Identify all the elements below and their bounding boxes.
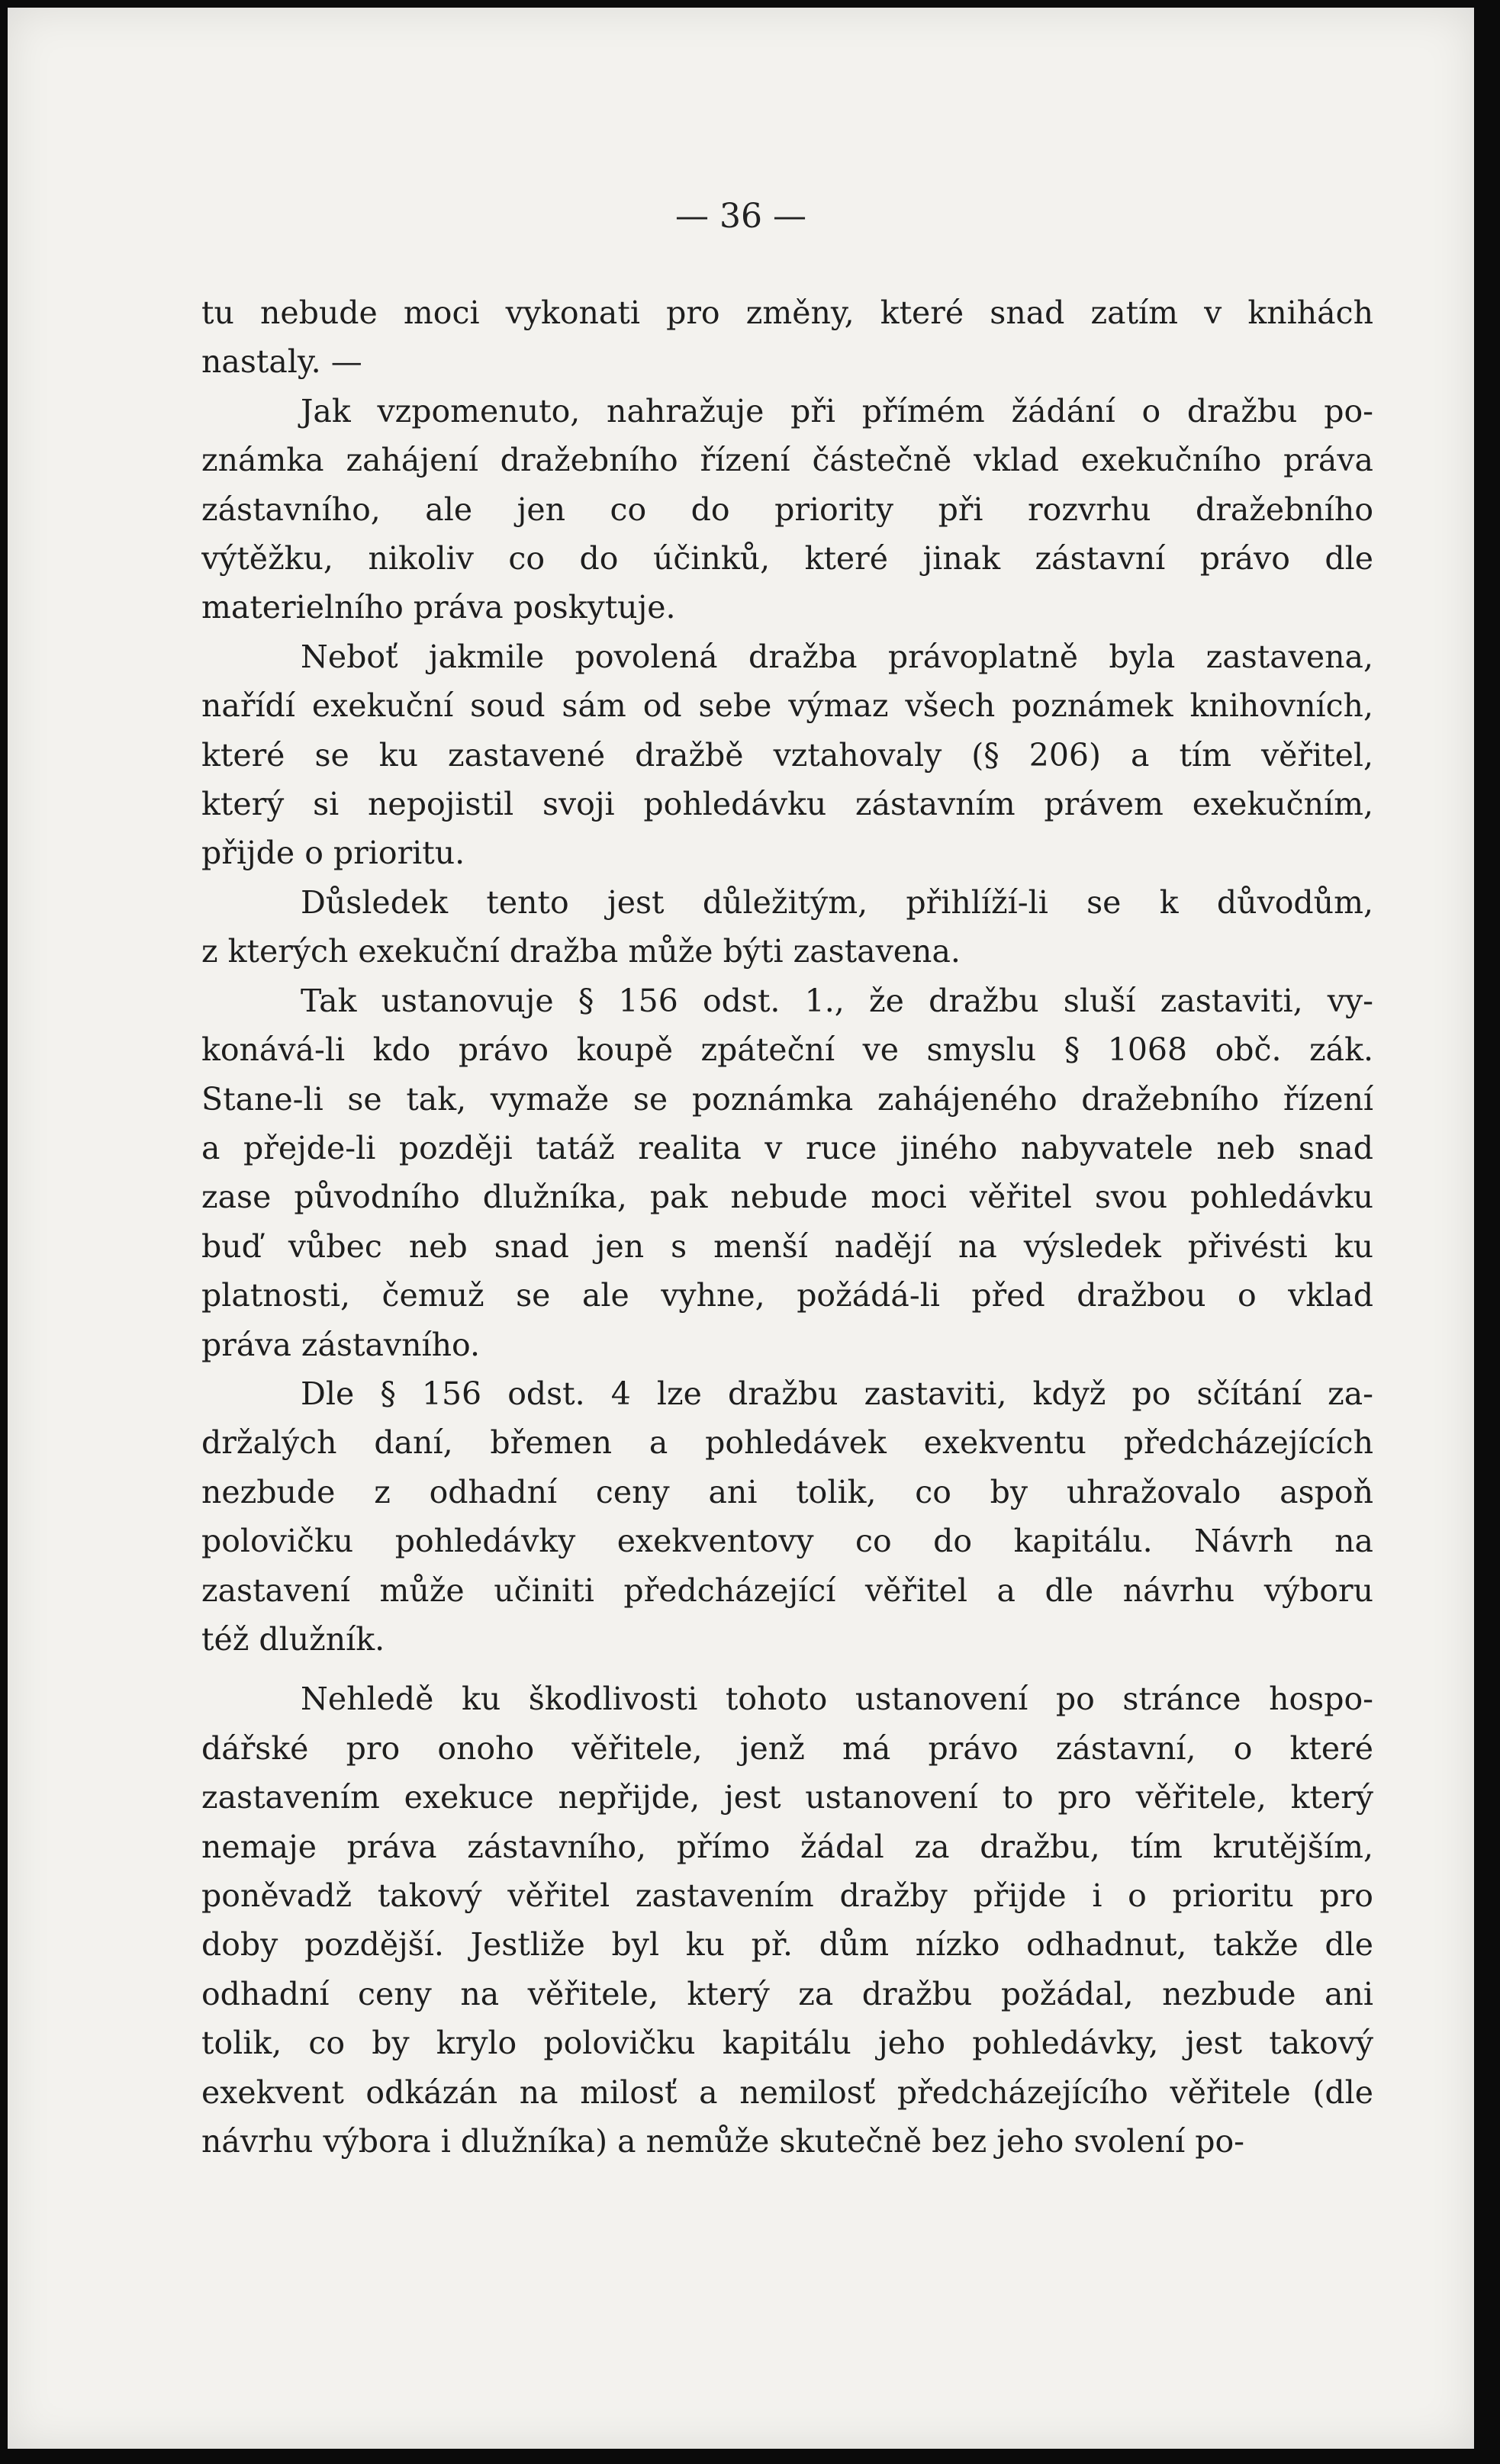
- text-line: z kterých exekuční dražba může býti zastavena.: [201, 933, 961, 970]
- text-line: Jak vzpomenuto, nahražuje při přímém žádání o dražbu po-: [301, 392, 1373, 429]
- text-line: Stane-li se tak, vymaže se poznámka zahájeného dražebního řízení: [201, 1080, 1373, 1118]
- text-line: konává-li kdo právo koupě zpáteční ve smyslu § 1068 obč. zák.: [201, 1031, 1373, 1069]
- text-line: platnosti, čemuž se ale vyhne, požádá-li před dražbou o vklad: [201, 1277, 1373, 1314]
- text-line: zastavení může učiniti předcházející věřitel a dle návrhu výboru: [201, 1571, 1373, 1609]
- text-line: které se ku zastavené dražbě vztahovaly (§ 206) a tím věřitel,: [201, 736, 1373, 774]
- text-line: Nehledě ku škodlivosti tohoto ustanovení po stránce hospo-: [301, 1681, 1373, 1718]
- text-line: zástavního, ale jen co do priority při rozvrhu dražebního: [201, 491, 1373, 528]
- text-line: buď vůbec neb snad jen s menší nadějí na výsledek přivésti ku: [201, 1227, 1373, 1265]
- text-line: Dle § 156 odst. 4 lze dražbu zastaviti, když po sčítání za-: [301, 1375, 1373, 1412]
- paragraph: [201, 387, 1373, 632]
- text-line: odhadní ceny na věřitele, který za dražbu požádal, nezbude ani: [201, 1975, 1373, 2012]
- paragraph-gap: [201, 1664, 1373, 1674]
- paragraph: [201, 632, 1373, 878]
- text-line: Tak ustanovuje § 156 odst. 1., že dražbu sluší zastaviti, vy-: [301, 982, 1373, 1019]
- page-number: — 36 —: [675, 197, 806, 236]
- text-line: přijde o prioritu.: [201, 835, 465, 872]
- text-line: známka zahájení dražebního řízení částečně vklad exekučního práva: [201, 442, 1373, 479]
- text-line: nastaly. —: [201, 343, 362, 381]
- text-line: zase původního dlužníka, pak nebude moci věřitel svou pohledávku: [201, 1179, 1373, 1216]
- text-line: držalých daní, břemen a pohledávek exekventu předcházejících: [201, 1424, 1373, 1462]
- paragraph: [201, 1674, 1373, 2166]
- text-line: výtěžku, nikoliv co do účinků, které jinak zástavní právo dle: [201, 540, 1373, 577]
- text-line: Neboť jakmile povolená dražba právoplatně byla zastavena,: [301, 638, 1373, 675]
- body-text: [201, 288, 1373, 2166]
- text-line: který si nepojistil svoji pohledávku zástavním právem exekučním,: [201, 786, 1373, 823]
- text-line: Důsledek tento jest důležitým, přihlíží-li se k důvodům,: [301, 883, 1373, 921]
- text-line: zastavením exekuce nepřijde, jest ustanovení to pro věřitele, který: [201, 1779, 1373, 1816]
- text-line: materielního práva poskytuje.: [201, 589, 676, 626]
- text-line: nařídí exekuční soud sám od sebe výmaz všech poznámek knihovních,: [201, 687, 1373, 725]
- paragraph: [201, 288, 1373, 387]
- text-line: práva zástavního.: [201, 1326, 481, 1363]
- text-line: poněvadž takový věřitel zastavením dražby přijde i o prioritu pro: [201, 1877, 1373, 1914]
- text-line: návrhu výbora i dlužníka) a nemůže skutečně bez jeho svolení po-: [201, 2123, 1244, 2160]
- text-line: polovičku pohledávky exekventovy co do kapitálu. Návrh na: [201, 1523, 1373, 1560]
- text-line: též dlužník.: [201, 1620, 385, 1658]
- paragraph: [201, 878, 1373, 976]
- text-line: exekvent odkázán na milosť a nemilosť předcházejícího věřitele (dle: [201, 2073, 1373, 2111]
- text-line: doby pozdější. Jestliže byl ku př. dům nízko odhadnut, takže dle: [201, 1926, 1373, 1964]
- text-line: nezbude z odhadní ceny ani tolik, co by uhražovalo aspoň: [201, 1473, 1373, 1510]
- paragraph: [201, 1369, 1373, 1664]
- book-page: [8, 8, 1474, 2449]
- text-line: nemaje práva zástavního, přímo žádal za dražbu, tím krutějším,: [201, 1828, 1373, 1865]
- text-line: a přejde-li později tatáž realita v ruce jiného nabyvatele neb snad: [201, 1129, 1373, 1166]
- text-line: tolik, co by krylo polovičku kapitálu jeho pohledávky, jest takový: [201, 2025, 1373, 2062]
- paragraph: [201, 976, 1373, 1369]
- text-line: tu nebude moci vykonati pro změny, které snad zatím v knihách: [201, 294, 1373, 331]
- text-line: dářské pro onoho věřitele, jenž má právo zástavní, o které: [201, 1729, 1373, 1767]
